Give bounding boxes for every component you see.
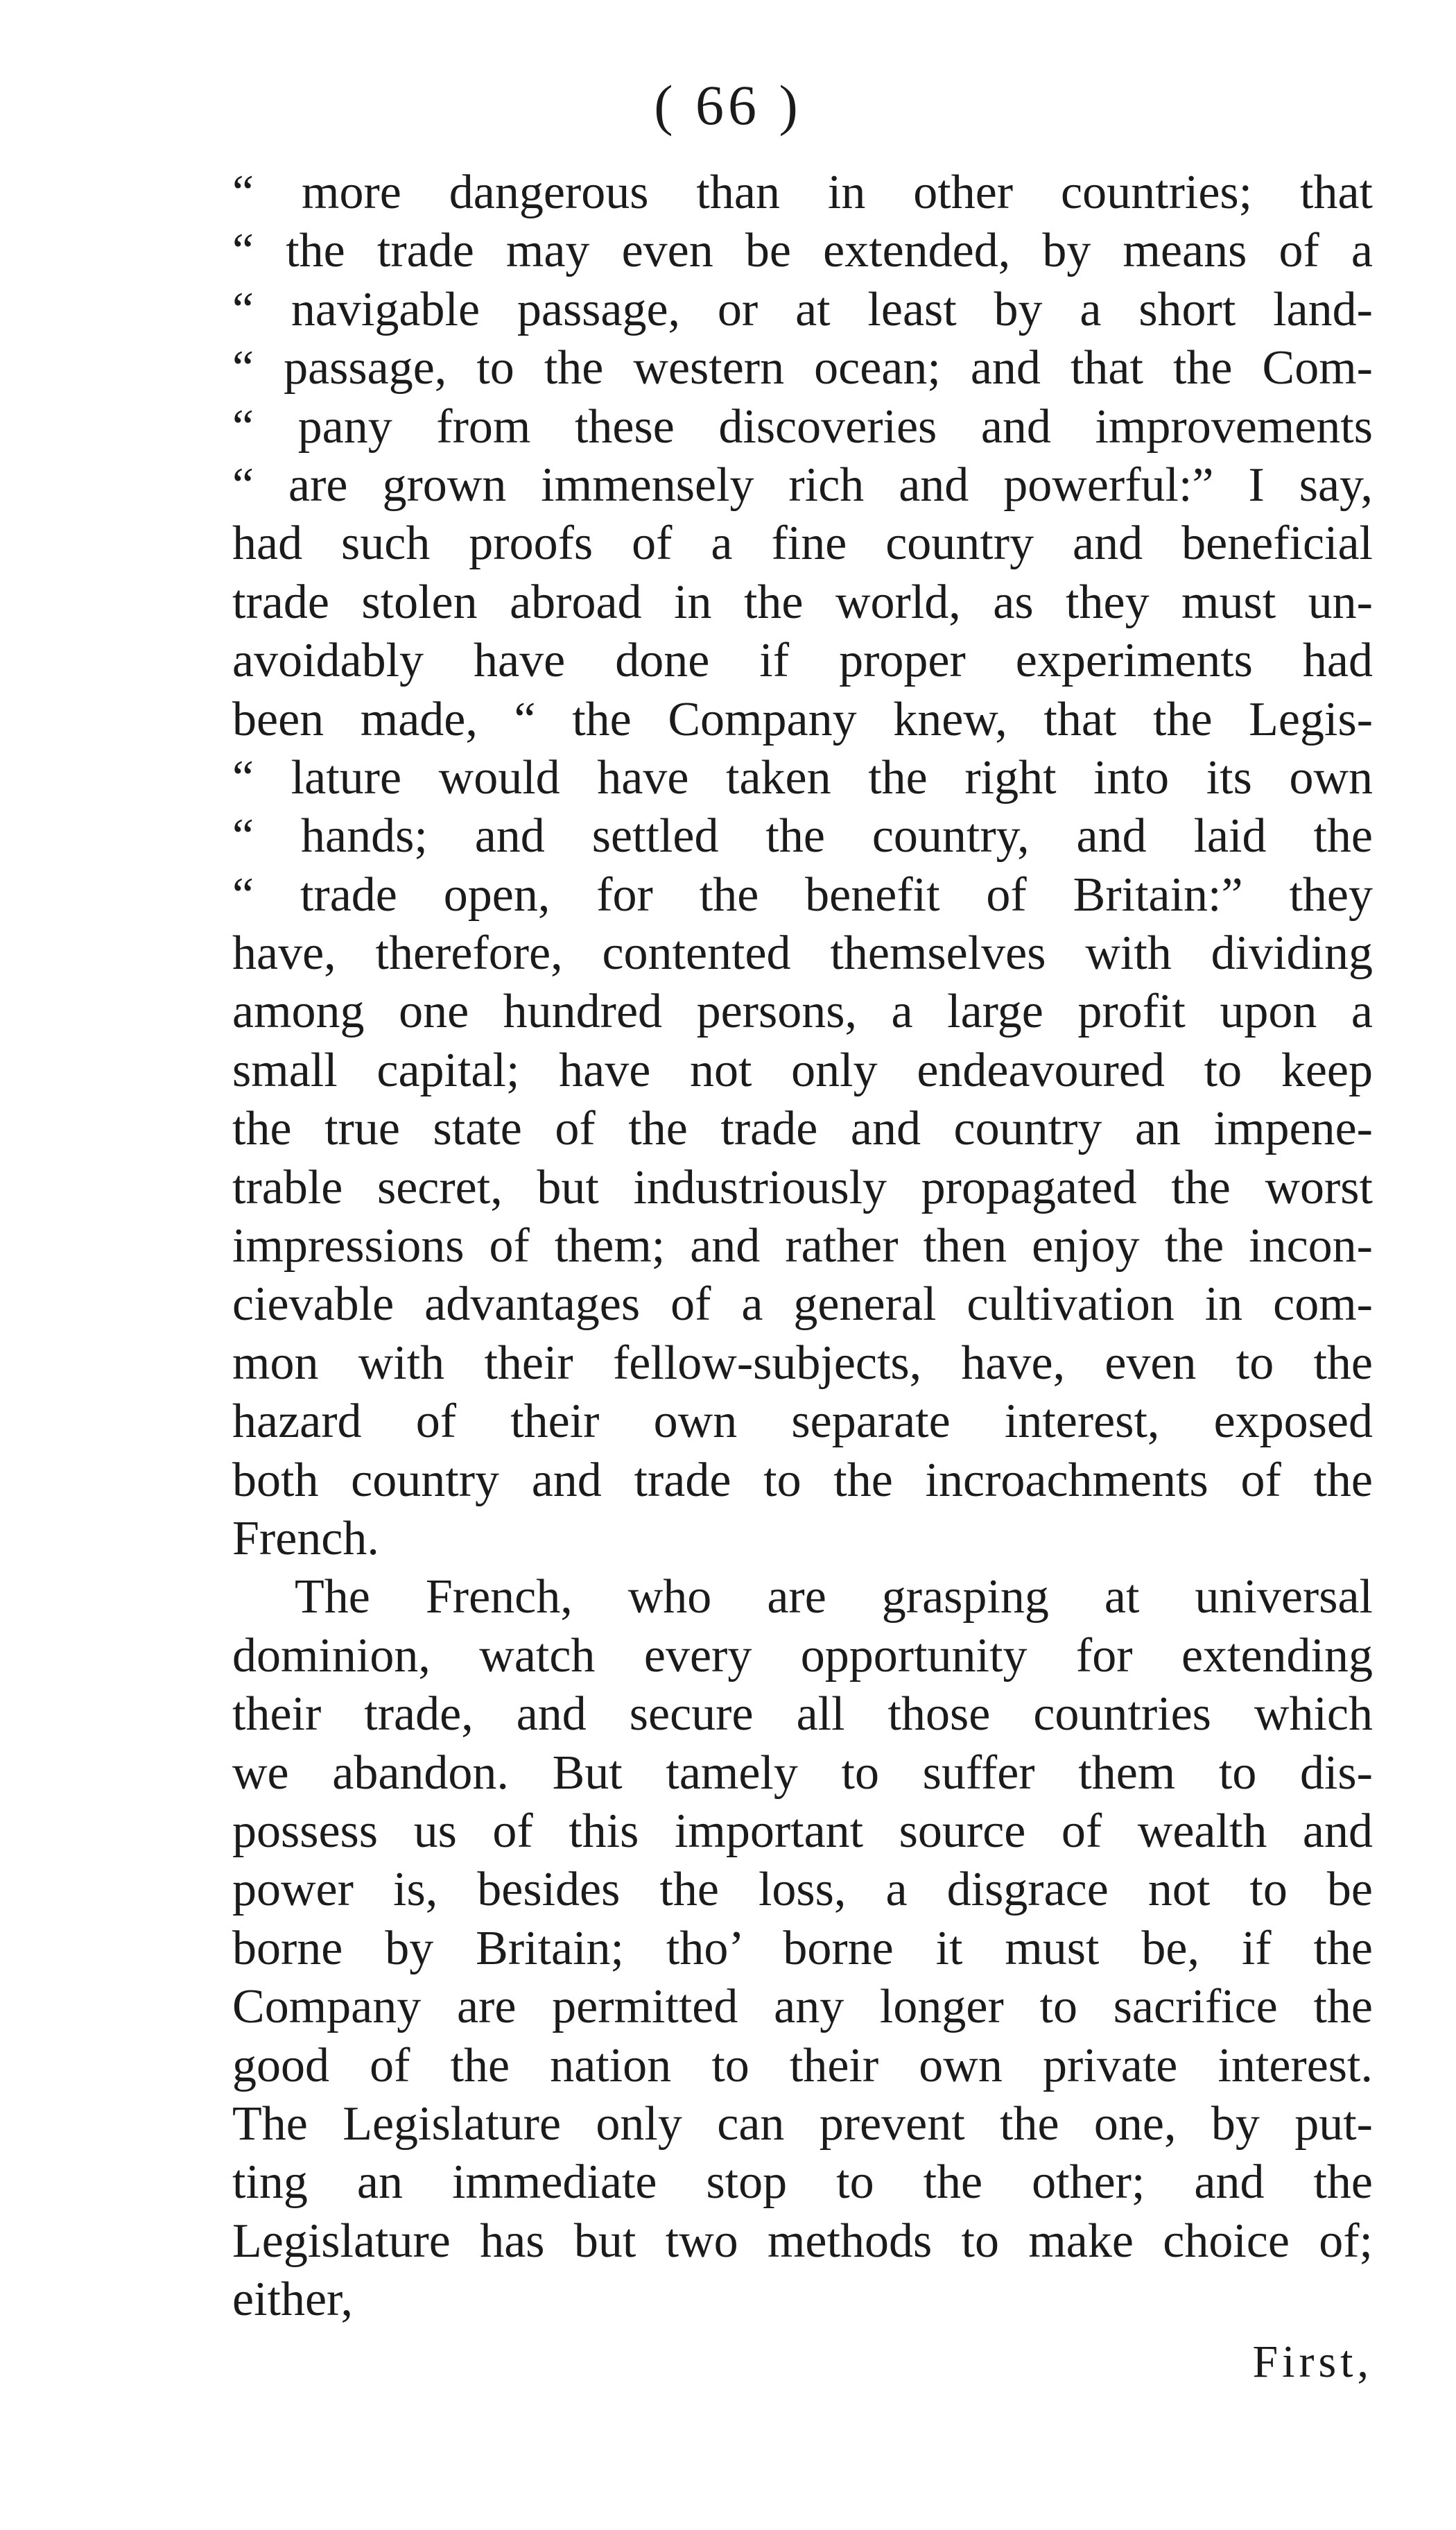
text-line: we abandon. But tamely to suffer them to dis-	[232, 1746, 1373, 1800]
text-line: impressions of them; and rather then enjoy the incon-	[232, 1219, 1373, 1273]
text-line: been made, “ the Company knew, that the Legis-	[232, 692, 1373, 746]
text-line: trade stolen abroad in the world, as they must un-	[232, 575, 1373, 629]
text-line: “ passage, to the western ocean; and that the Com-	[232, 341, 1373, 395]
text-line: borne by Britain; tho’ borne it must be, if the	[232, 1921, 1373, 1975]
text-line: good of the nation to their own private interest.	[232, 2038, 1373, 2092]
text-line: “ trade open, for the benefit of Britain:” they	[232, 868, 1373, 922]
text-line: small capital; have not only endeavoured to keep	[232, 1043, 1373, 1097]
text-line: power is, besides the loss, a disgrace not to be	[232, 1863, 1373, 1917]
text-line: “ more dangerous than in other countries; that	[232, 166, 1373, 219]
text-line: “ hands; and settled the country, and laid the	[232, 809, 1373, 863]
text-line: avoidably have done if proper experiments had	[232, 634, 1373, 688]
text-line: ting an immediate stop to the other; and the	[232, 2155, 1373, 2210]
text-line: both country and trade to the incroachments of the	[232, 1453, 1373, 1507]
text-line: “ navigable passage, or at least by a short land-	[232, 282, 1373, 336]
text-line: Company are permitted any longer to sacrifice the	[232, 1980, 1373, 2034]
text-line: “ the trade may even be extended, by means of a	[232, 224, 1373, 278]
text-line: Legislature has but two methods to make choice of;	[232, 2214, 1373, 2268]
text-line: The Legislature only can prevent the one, by put-	[232, 2097, 1373, 2151]
text-line: the true state of the trade and country an impene-	[232, 1102, 1373, 1156]
text-line: trable secret, but industriously propagated the worst	[232, 1160, 1373, 1214]
catchword: First,	[1252, 2337, 1373, 2387]
text-line: among one hundred persons, a large profit upon a	[232, 985, 1373, 1039]
paragraph-start-line: The French, who are grasping at universal	[295, 1570, 1373, 1624]
text-line: French.	[232, 1511, 379, 1565]
text-line: mon with their fellow-subjects, have, even to the	[232, 1336, 1373, 1390]
page-number: ( 66 )	[654, 74, 802, 137]
text-line: cievable advantages of a general cultivation in com-	[232, 1277, 1373, 1332]
text-line: “ lature would have taken the right into its own	[232, 750, 1373, 804]
text-line: dominion, watch every opportunity for extending	[232, 1628, 1373, 1683]
text-line: had such proofs of a fine country and beneficial	[232, 517, 1373, 571]
body-text	[232, 164, 1373, 2329]
text-line: “ are grown immensely rich and powerful:” I say,	[232, 458, 1373, 512]
text-line: have, therefore, contented themselves with dividing	[232, 927, 1373, 981]
text-line: hazard of their own separate interest, exposed	[232, 1395, 1373, 1449]
text-line: their trade, and secure all those countries which	[232, 1687, 1373, 1741]
text-line: possess us of this important source of wealth and	[232, 1804, 1373, 1858]
text-line: “ pany from these discoveries and improvements	[232, 399, 1373, 454]
text-line: either,	[232, 2273, 354, 2327]
